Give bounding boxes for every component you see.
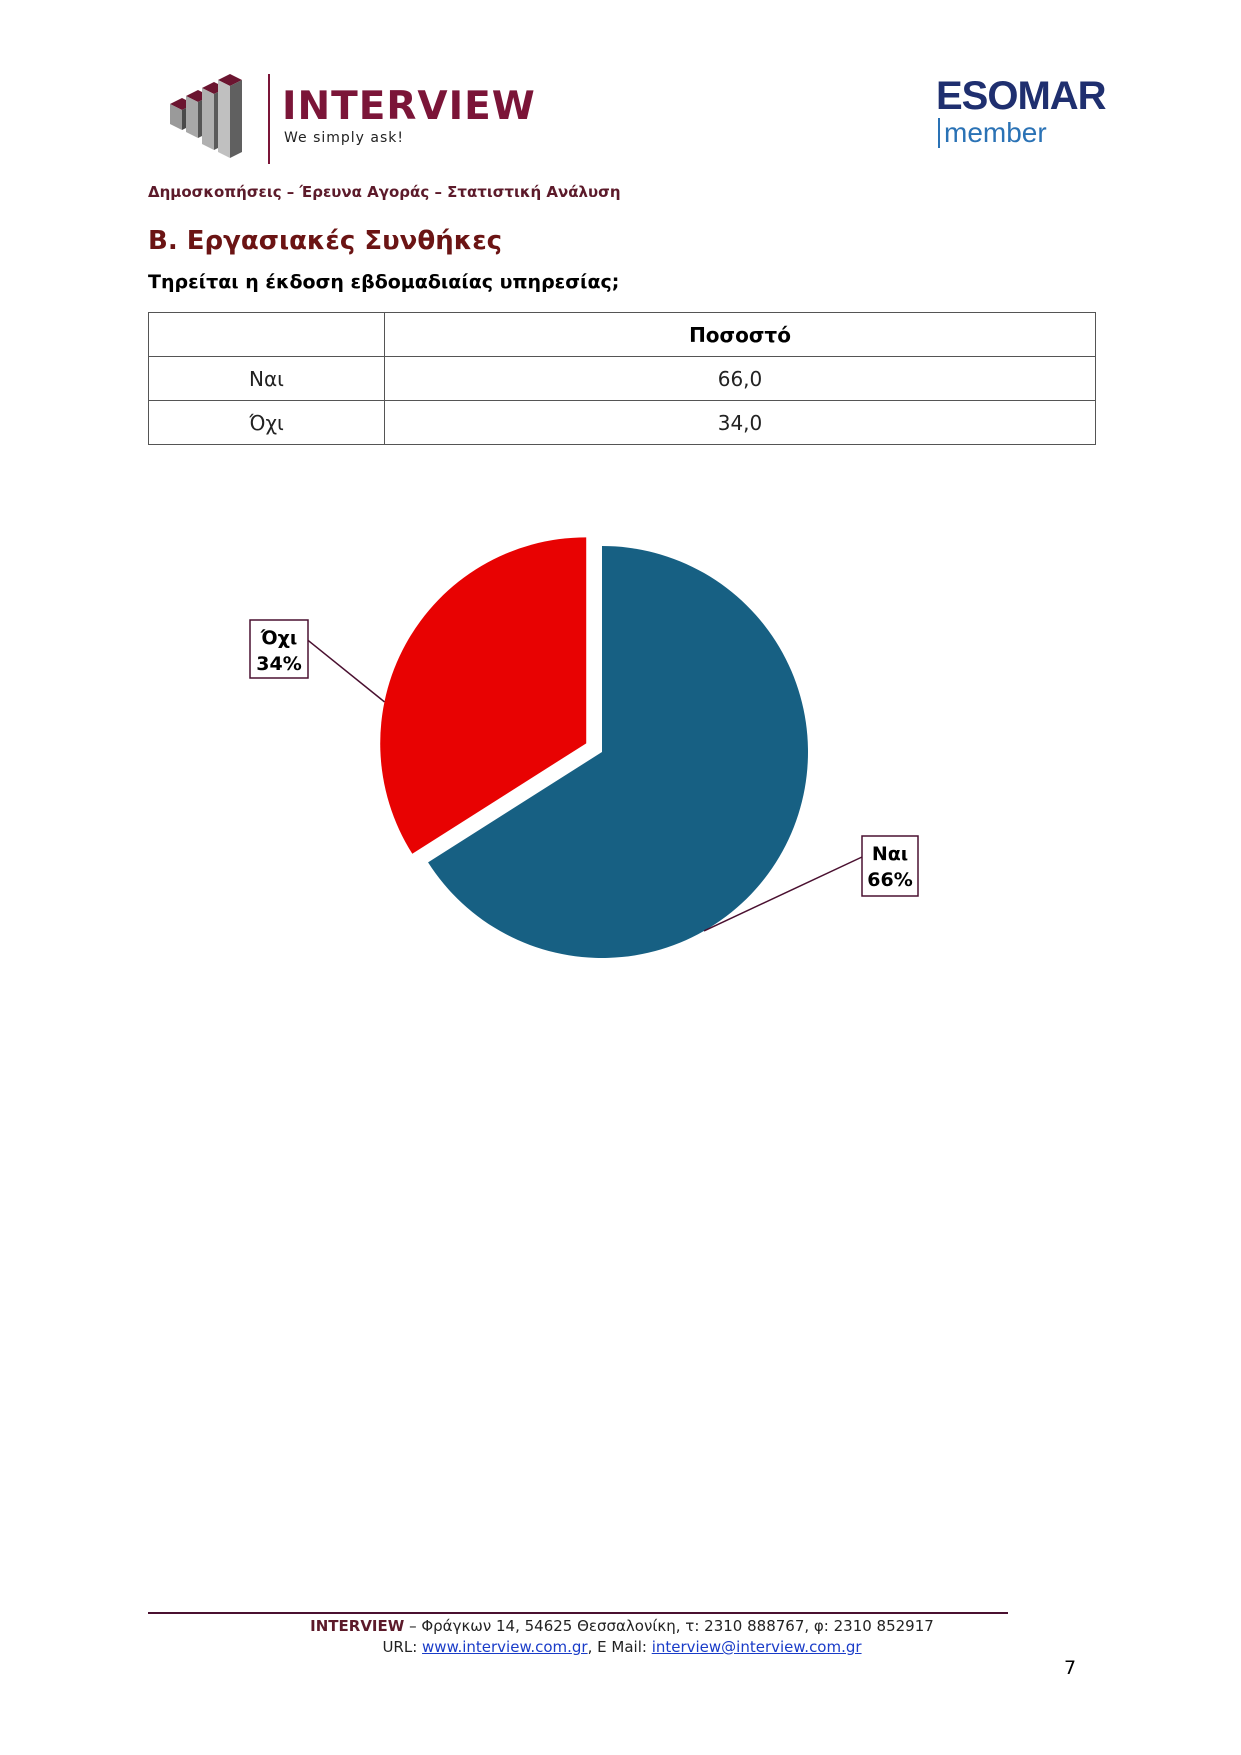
interview-logo — [168, 72, 540, 168]
header-subtitle: Δημοσκοπήσεις – Έρευνα Αγοράς – Στατιστική Ανάλυση — [148, 183, 621, 201]
data-label: Όχι — [260, 627, 298, 649]
row-label: Ναι — [149, 357, 385, 401]
table-header-cell — [149, 313, 385, 357]
data-label: 66% — [867, 869, 913, 891]
logo-divider — [268, 74, 270, 164]
logo-tagline: We simply ask! — [284, 130, 405, 146]
page-number: 7 — [1064, 1657, 1077, 1679]
section-title: B. Εργασιακές Συνθήκες — [148, 226, 503, 256]
email-link[interactable]: interview@interview.com.gr — [651, 1638, 862, 1656]
data-label: 34% — [256, 653, 302, 675]
question-text: Τηρείται η έκδοση εβδομαδιαίας υπηρεσίας; — [148, 271, 620, 293]
row-label: Όχι — [149, 401, 385, 445]
esomar-member: member — [938, 118, 1047, 148]
table-header-row — [149, 313, 1096, 357]
footer-brand: INTERVIEW — [310, 1617, 405, 1635]
url-label: URL: — [382, 1638, 423, 1656]
footer-address-text: – Φράγκων 14, 54625 Θεσσαλονίκη, τ: 2310 888767, φ: 2310 852917 — [404, 1617, 934, 1635]
label-leader-line — [308, 640, 384, 702]
results-table — [148, 312, 1096, 445]
table-header-cell: Ποσοστό — [385, 313, 1096, 357]
website-link[interactable]: www.interview.com.gr — [422, 1638, 588, 1656]
bar-chart-logo-icon — [168, 72, 268, 168]
footer-address — [148, 1617, 1096, 1635]
email-label: , E Mail: — [587, 1638, 652, 1656]
logo-name: INTERVIEW — [282, 84, 536, 129]
esomar-logo — [936, 74, 1116, 164]
table-row — [149, 357, 1096, 401]
row-value: 66,0 — [385, 357, 1096, 401]
esomar-name: ESOMAR — [936, 74, 1106, 118]
footer-divider — [148, 1612, 1008, 1614]
pie-chart — [0, 520, 1241, 1000]
data-label: Ναι — [871, 843, 909, 865]
table-row — [149, 401, 1096, 445]
footer-contact — [148, 1638, 1096, 1656]
row-value: 34,0 — [385, 401, 1096, 445]
